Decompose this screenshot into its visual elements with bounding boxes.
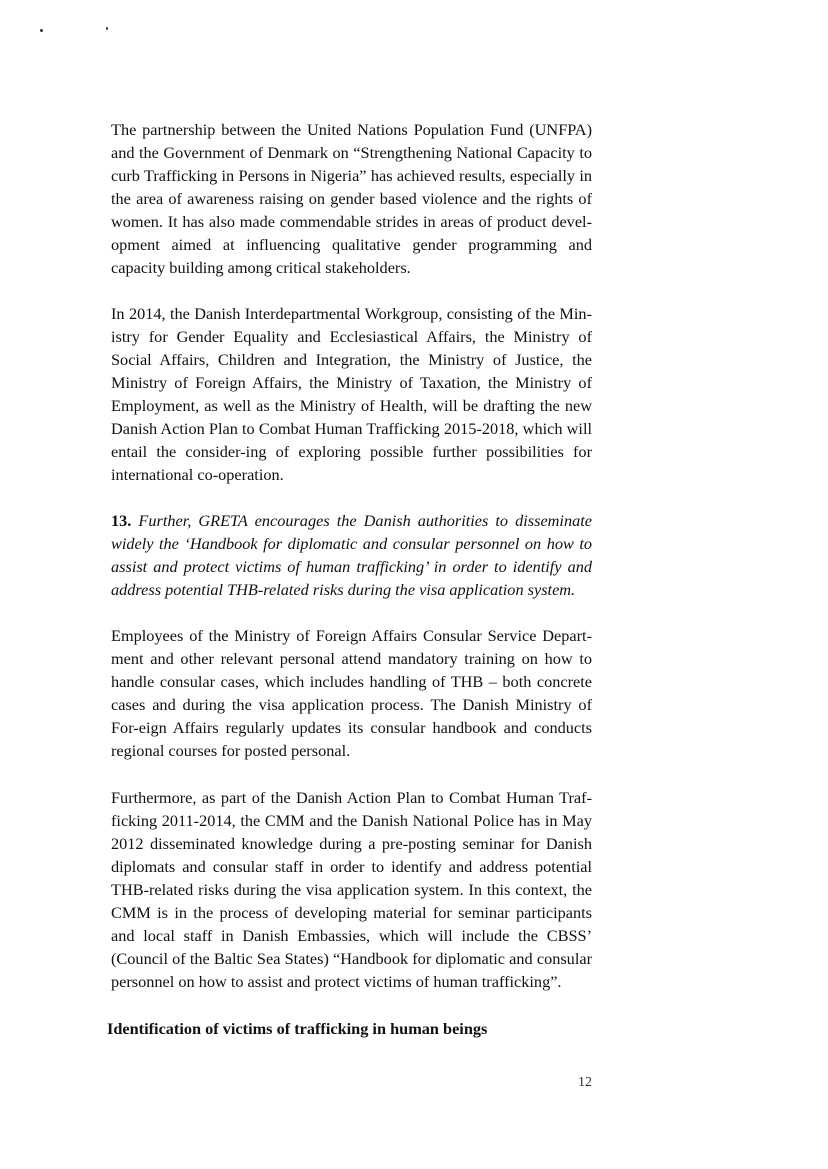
scan-speck — [40, 29, 43, 32]
section-heading: Identification of victims of trafficking in human beings — [107, 1019, 488, 1038]
page-number: 12 — [578, 1075, 592, 1090]
paragraph-interdepartmental-workgroup: In 2014, the Danish Interdepartmental Workgroup, consisting of the Min-istry for Gender Equality and Ecclesiastical Affairs, the Ministry of Social Affairs, Children and Integration, the Ministry of Justice, the Ministry of Foreign Affairs, the Ministry of Taxation, the Ministry of Employment, as well as the Ministry of Health, will be drafting the new Danish Action Plan to Combat Human Trafficking 2015-2018, which will entail the consider-ing of exploring possible further possibilities for international co-operation. — [111, 304, 592, 484]
scan-speck — [106, 27, 108, 30]
paragraph-unfpa-partnership: The partnership between the United Nations Population Fund (UNFPA) and the Government of Denmark on “Strengthening National Capacity to curb Trafficking in Persons in Nigeria” has achieved results, especially in the area of awareness raising on gender based violence and the rights of women. It has also made commendable strides in areas of product devel-opment aimed at influencing qualitative gender programming and capacity building among critical stakeholders. — [111, 120, 592, 277]
recommendation-number: 13. — [111, 511, 132, 530]
recommendation-text: Further, GRETA encourages the Danish authorities to disseminate widely the ‘Handbook for diplomatic and consular personnel on how to assist and protect victims of human trafficking’ in order to identify and address potential THB-related risks during the visa application system. — [111, 511, 592, 599]
paragraph-action-plan-seminar: Furthermore, as part of the Danish Action Plan to Combat Human Traf-ficking 2011-2014, the CMM and the Danish National Police has in May 2012 disseminated knowledge during a pre-posting seminar for Danish diplomats and consular staff in order to identify and address potential THB-related risks during the visa application system. In this context, the CMM is in the process of developing material for seminar participants and local staff in Danish Embassies, which will include the CBSS’ (Council of the Baltic Sea States) “Handbook for diplomatic and consular personnel on how to assist and protect victims of human trafficking”. — [111, 788, 592, 991]
document-body — [107, 118, 592, 1040]
paragraph-consular-training: Employees of the Ministry of Foreign Affairs Consular Service Depart-ment and other relevant personal attend mandatory training on how to handle consular cases, which includes handling of THB – both concrete cases and during the visa application process. The Danish Ministry of For-eign Affairs regularly updates its consular handbook and conducts regional courses for posted personal. — [111, 626, 592, 760]
greta-recommendation-13 — [111, 509, 592, 601]
